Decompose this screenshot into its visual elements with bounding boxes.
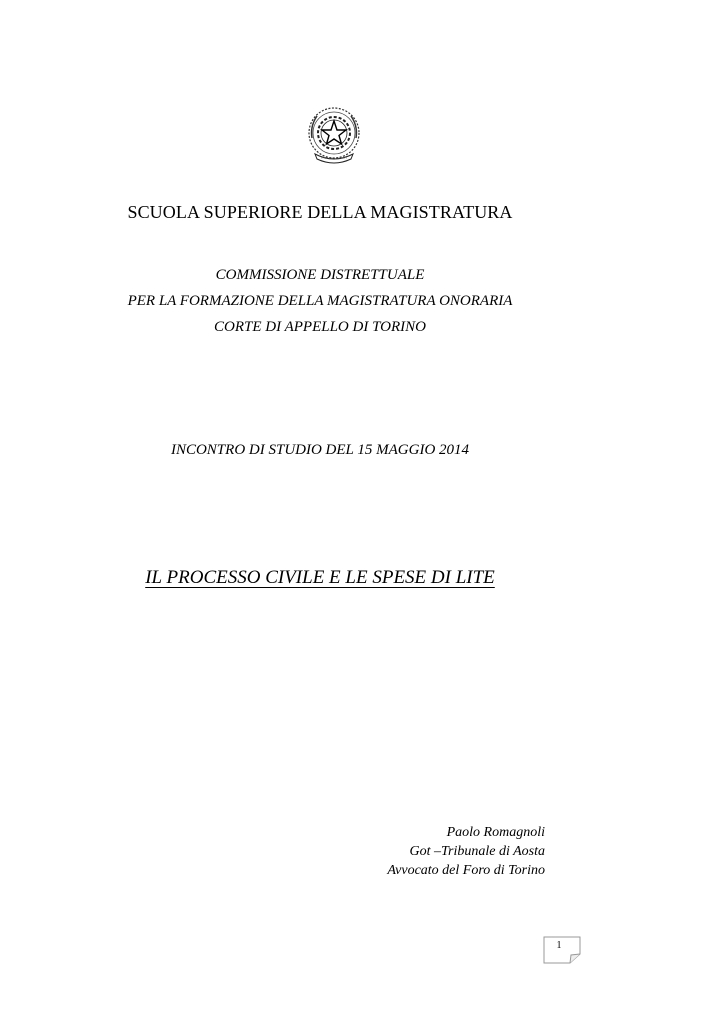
author-block [387,823,545,880]
commission-line: CORTE DI APPELLO DI TORINO [214,319,426,335]
author-role: Got –Tribunale di Aosta [409,844,545,859]
commission-block [0,262,640,340]
commission-line: COMMISSIONE DISTRETTUALE [215,267,425,283]
school-name: SCUOLA SUPERIORE DELLA MAGISTRATURA [127,202,513,222]
document-title: IL PROCESSO CIVILE E LE SPESE DI LITE [145,567,495,588]
author-affiliation: Avvocato del Foro di Torino [387,863,545,878]
commission-line: PER LA FORMAZIONE DELLA MAGISTRATURA ONORARIA [127,293,513,309]
page-number: 1 [556,940,562,951]
meeting-date: INCONTRO DI STUDIO DEL 15 MAGGIO 2014 [170,442,470,458]
author-name: Paolo Romagnoli [446,825,545,840]
italian-republic-emblem-icon [303,104,365,166]
